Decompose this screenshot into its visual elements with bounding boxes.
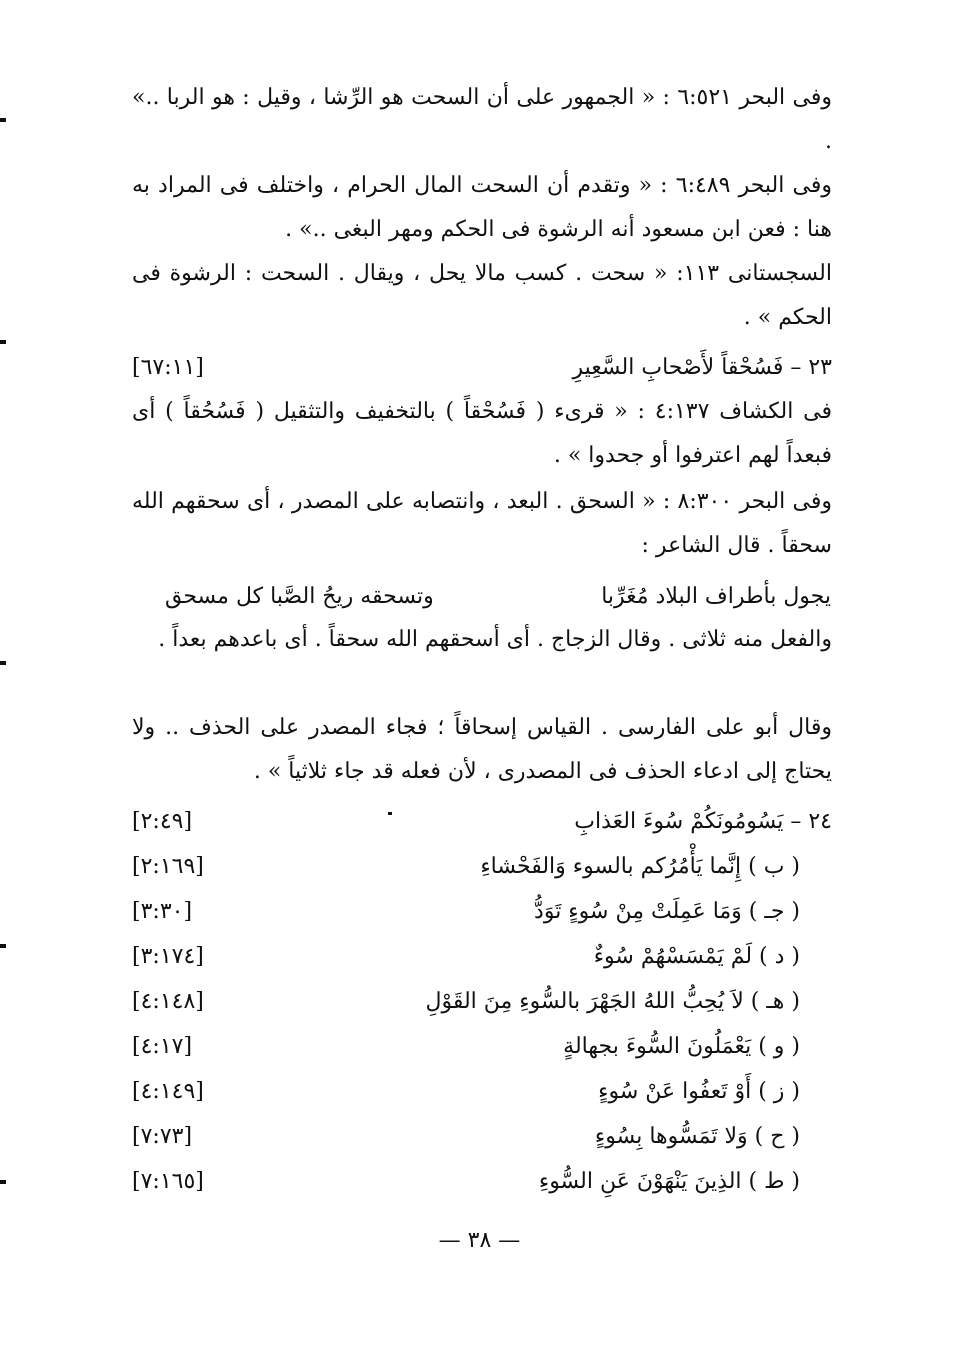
sub-entry-d	[132, 935, 832, 979]
verse-second-hemistich: وتسحقه ريحُ الصَّبا كل مسحق	[165, 584, 434, 609]
sub-entry-text: ( هـ ) لاَ يُحِبُّ اللهُ الجَهْرَ بالسُّوءِ مِنَ القَوْلِ	[425, 989, 800, 1014]
margin-mark	[0, 944, 6, 948]
margin-mark	[0, 340, 6, 344]
sub-entry-ref: [٢:١٦٩]	[132, 854, 204, 879]
sub-entry-h	[132, 980, 832, 1024]
entry-24-text: ٢٤ – يَسُومُونَكُمْ سُوءَ العَذابِ	[574, 809, 832, 834]
margin-mark	[0, 661, 6, 665]
paragraph-bahr-300: وفى البحر ٨:٣٠٠ : « السحق . البعد ، وانتصابه على المصدر ، أى سحقهم الله سحقاً . قال الشاعر :	[132, 489, 832, 558]
sub-entry-h2	[132, 1115, 832, 1159]
sub-entry-ref: [٣:٣٠]	[132, 899, 193, 924]
sub-entry-text: ( جـ ) وَمَا عَمِلَتْ مِنْ سُوءٍ تَوَدُّ	[534, 899, 800, 924]
entry-23-text: ٢٣ – فَسُحْقاً لأَصْحابِ السَّعِيرِ	[572, 355, 832, 380]
sub-entry-ref: [٣:١٧٤]	[132, 944, 204, 969]
entry-23	[132, 346, 832, 390]
page-number: — ٣٨ —	[438, 1228, 521, 1253]
paragraph-farisi: وقال أبو على الفارسى . القياس إسحاقاً ؛ فجاء المصدر على الحذف .. ولا يحتاج إلى ادعاء الحذف فى المصدرى ، لأن فعله قد جاء ثلاثياً » .	[132, 715, 832, 784]
sub-entry-t	[132, 1160, 832, 1204]
sub-entry-j	[132, 890, 832, 934]
paragraph-zajjaj: والفعل منه ثلاثى . وقال الزجاج . أى أسحقهم الله سحقاً . أى باعدهم بعداً .	[158, 627, 832, 652]
sub-entry-text: ( ط ) الذِينَ يَنْهَوْنَ عَنِ السُّوءِ	[538, 1169, 800, 1194]
paragraph-bahr-489: وفى البحر ٦:٤٨٩ : « وتقدم أن السحت المال الحرام ، واختلف فى المراد به هنا : فعن ابن مسعود أنه الرشوة فى الحكم ومهر البغى ..» .	[132, 173, 832, 242]
sub-entry-text: ( و ) يَعْمَلُونَ السُّوءَ بجهالةٍ	[563, 1034, 800, 1059]
sub-entry-ref: [٤:١٤٩]	[132, 1079, 204, 1104]
sub-entry-z	[132, 1070, 832, 1114]
sub-entry-ref: [٧:٧٣]	[132, 1124, 193, 1149]
sub-entry-ref: [٤:١٧]	[132, 1034, 193, 1059]
verse-first-hemistich: يجول بأطراف البلاد مُغَرِّبا	[601, 584, 831, 609]
margin-mark	[0, 1180, 6, 1184]
margin-mark	[0, 118, 6, 122]
sub-entry-ref: [٧:١٦٥]	[132, 1169, 204, 1194]
sub-entry-ref: [٤:١٤٨]	[132, 989, 204, 1014]
sub-entry-w	[132, 1025, 832, 1069]
entry-24	[132, 800, 832, 844]
entry-23-ref: [٦٧:١١]	[132, 355, 204, 380]
sub-entry-text: ( د ) لَمْ يَمْسَسْهُمْ سُوءٌ	[593, 944, 800, 969]
paragraph-kashshaf: فى الكشاف ٤:١٣٧ : « قرىء ( فَسُحْقاً ) بالتخفيف والتثقيل ( فَسُحُقاً ) أى فبعداً لهم اعترفوا أو جحدوا » .	[132, 399, 832, 468]
sub-entry-text: ( ز ) أَوْ تَعفُوا عَنْ سُوءٍ	[598, 1079, 800, 1104]
paragraph-bahr-521: وفى البحر ٦:٥٢١ : « الجمهور على أن السحت هو الرِّشا ، وقيل : هو الربا ..» .	[132, 85, 832, 154]
sub-entry-text: ( ح ) وَلا تَمَسُّوها بِسُوءٍ	[594, 1124, 800, 1149]
paragraph-sijistani: السجستانى ١١٣: « سحت . كسب مالا يحل ، ويقال . السحت : الرشوة فى الحكم » .	[132, 261, 832, 330]
sub-entry-text: ( ب ) إِنَّما يَأْمُرُكم بالسوء وَالفَحْشاءِ	[480, 854, 800, 879]
sub-entry-b	[132, 845, 832, 889]
entry-24-ref: [٢:٤٩]	[132, 809, 193, 834]
